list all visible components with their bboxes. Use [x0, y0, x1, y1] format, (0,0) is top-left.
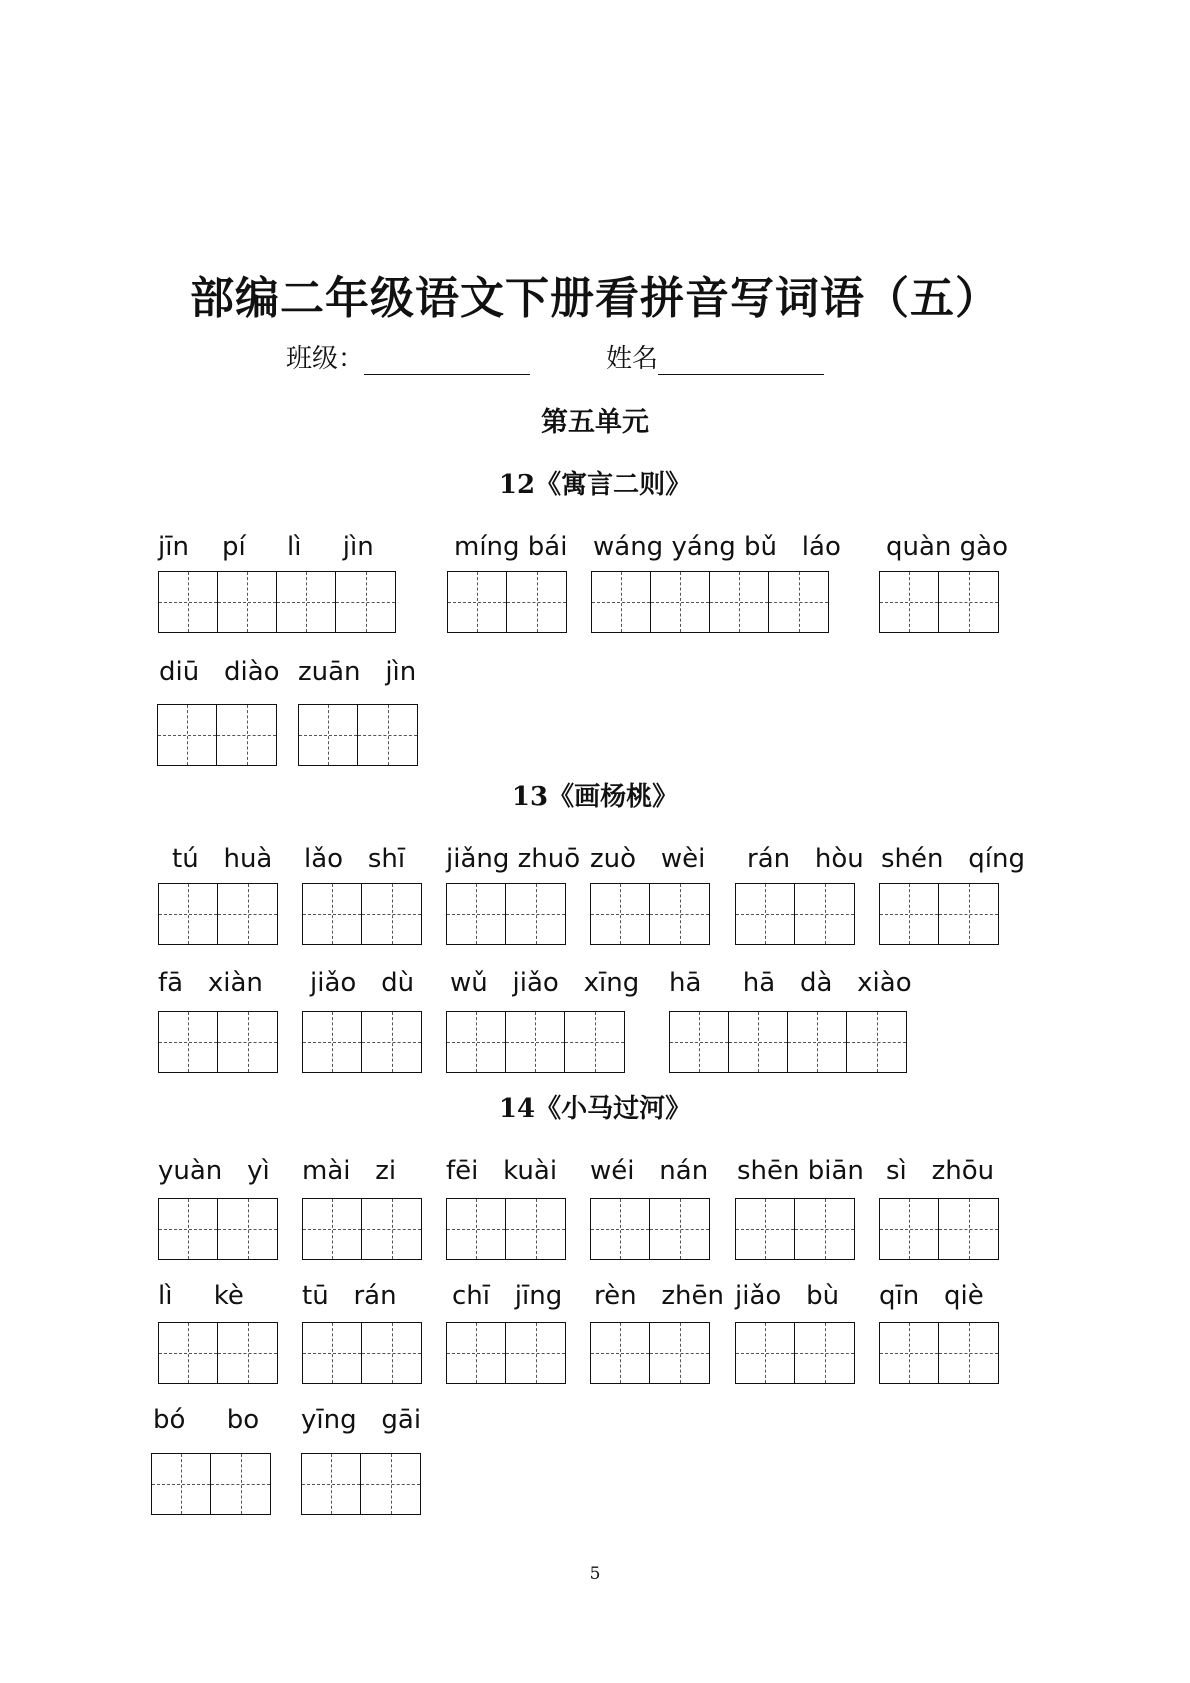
tianzige-cell[interactable] [729, 1012, 788, 1072]
tianzige-cell[interactable] [650, 1199, 709, 1259]
answer-grid [446, 1011, 625, 1073]
pinyin-prompt: yīng gāi [301, 1405, 422, 1435]
tianzige-cell[interactable] [299, 705, 358, 765]
tianzige-cell[interactable] [447, 884, 506, 944]
name-blank[interactable] [658, 348, 824, 375]
tianzige-cell[interactable] [447, 1323, 506, 1383]
tianzige-cell[interactable] [788, 1012, 847, 1072]
tianzige-cell[interactable] [847, 1012, 906, 1072]
lesson-heading: 13《画杨桃》 [511, 782, 679, 812]
answer-grid [735, 883, 855, 945]
tianzige-cell[interactable] [670, 1012, 729, 1072]
tianzige-cell[interactable] [795, 1323, 854, 1383]
pinyin-prompt: quàn gào [886, 532, 1009, 562]
tianzige-cell[interactable] [736, 1323, 795, 1383]
answer-grid [446, 1198, 566, 1260]
tianzige-cell[interactable] [152, 1454, 211, 1514]
tianzige-cell[interactable] [447, 1012, 506, 1072]
answer-grid [591, 571, 829, 633]
tianzige-cell[interactable] [795, 1199, 854, 1259]
tianzige-cell[interactable] [277, 572, 336, 632]
tianzige-cell[interactable] [336, 572, 395, 632]
page-number: 5 [589, 1564, 601, 1584]
answer-grid [735, 1198, 855, 1260]
pinyin-prompt: lǎo shī [304, 844, 406, 874]
pinyin-prompt: wáng yáng bǔ láo [593, 532, 841, 562]
answer-grid [669, 1011, 907, 1073]
tianzige-cell[interactable] [218, 572, 277, 632]
answer-grid [302, 1198, 422, 1260]
pinyin-prompt: wǔ jiǎo xīng [450, 968, 640, 998]
answer-grid [158, 1198, 278, 1260]
pinyin-prompt: rán hòu [747, 844, 864, 874]
tianzige-cell[interactable] [362, 1012, 421, 1072]
page-title: 部编二年级语文下册看拼音写词语（五） [190, 273, 1000, 324]
answer-grid [158, 883, 278, 945]
tianzige-cell[interactable] [303, 1323, 362, 1383]
answer-grid [151, 1453, 271, 1515]
class-blank[interactable] [364, 348, 530, 375]
pinyin-prompt: zuò wèi [590, 844, 706, 874]
tianzige-cell[interactable] [650, 1323, 709, 1383]
pinyin-prompt: tú huà [172, 844, 273, 874]
tianzige-cell[interactable] [218, 1199, 277, 1259]
tianzige-cell[interactable] [939, 884, 998, 944]
tianzige-cell[interactable] [218, 1012, 277, 1072]
pinyin-prompt: mài zi [302, 1156, 397, 1186]
tianzige-cell[interactable] [507, 572, 566, 632]
class-field [286, 338, 530, 375]
answer-grid [590, 1322, 710, 1384]
tianzige-cell[interactable] [158, 705, 217, 765]
pinyin-prompt: diū diào [159, 657, 280, 687]
tianzige-cell[interactable] [506, 1012, 565, 1072]
tianzige-cell[interactable] [591, 1199, 650, 1259]
pinyin-prompt: yuàn yì [158, 1156, 270, 1186]
answer-grid [302, 883, 422, 945]
tianzige-cell[interactable] [795, 884, 854, 944]
tianzige-cell[interactable] [939, 1199, 998, 1259]
tianzige-cell[interactable] [506, 884, 565, 944]
pinyin-prompt: zuān jìn [298, 657, 417, 687]
tianzige-cell[interactable] [303, 884, 362, 944]
pinyin-prompt: jiǎng zhuō [446, 844, 581, 874]
answer-grid [157, 704, 277, 766]
answer-grid [301, 1453, 421, 1515]
tianzige-cell[interactable] [159, 1012, 218, 1072]
pinyin-prompt: tū rán [302, 1281, 397, 1311]
answer-grid [590, 1198, 710, 1260]
tianzige-cell[interactable] [880, 884, 939, 944]
tianzige-cell[interactable] [159, 884, 218, 944]
pinyin-prompt: sì zhōu [886, 1156, 995, 1186]
tianzige-cell[interactable] [592, 572, 651, 632]
answer-grid [446, 883, 566, 945]
tianzige-cell[interactable] [880, 572, 939, 632]
answer-grid [879, 1198, 999, 1260]
pinyin-prompt: fēi kuài [446, 1156, 558, 1186]
answer-grid [158, 1011, 278, 1073]
tianzige-cell[interactable] [769, 572, 828, 632]
answer-grid [879, 571, 999, 633]
tianzige-cell[interactable] [710, 572, 769, 632]
answer-grid [879, 1322, 999, 1384]
tianzige-cell[interactable] [211, 1454, 270, 1514]
unit-heading: 第五单元 [541, 407, 649, 438]
tianzige-cell[interactable] [736, 1199, 795, 1259]
tianzige-cell[interactable] [361, 1454, 420, 1514]
tianzige-cell[interactable] [880, 1323, 939, 1383]
lesson-heading: 14《小马过河》 [498, 1094, 692, 1124]
tianzige-cell[interactable] [159, 1199, 218, 1259]
tianzige-cell[interactable] [303, 1199, 362, 1259]
tianzige-cell[interactable] [506, 1323, 565, 1383]
name-label: 姓名 [606, 344, 659, 374]
lesson-heading: 12《寓言二则》 [498, 470, 692, 500]
tianzige-cell[interactable] [362, 884, 421, 944]
tianzige-cell[interactable] [362, 1323, 421, 1383]
pinyin-prompt: jiǎo dù [310, 968, 415, 998]
answer-grid [158, 1322, 278, 1384]
pinyin-prompt: jiǎo bù [735, 1281, 840, 1311]
pinyin-prompt: jīn pí lì jìn [158, 532, 374, 562]
pinyin-prompt: bó bo [153, 1405, 260, 1435]
pinyin-prompt: qīn qiè [879, 1281, 984, 1311]
pinyin-prompt: shēn biān [737, 1156, 864, 1186]
answer-grid [735, 1322, 855, 1384]
tianzige-cell[interactable] [303, 1012, 362, 1072]
answer-grid [298, 704, 418, 766]
answer-grid [302, 1011, 422, 1073]
tianzige-cell[interactable] [218, 1323, 277, 1383]
answer-grid [446, 1322, 566, 1384]
pinyin-prompt: chī jīng [452, 1281, 563, 1311]
pinyin-prompt: fā xiàn [158, 968, 263, 998]
tianzige-cell[interactable] [591, 884, 650, 944]
answer-grid [302, 1322, 422, 1384]
answer-grid [447, 571, 567, 633]
pinyin-prompt: lì kè [158, 1281, 244, 1311]
class-label: 班级： [286, 344, 365, 374]
tianzige-cell[interactable] [302, 1454, 361, 1514]
tianzige-cell[interactable] [650, 884, 709, 944]
tianzige-cell[interactable] [358, 705, 417, 765]
name-field [606, 338, 824, 375]
tianzige-cell[interactable] [159, 572, 218, 632]
tianzige-cell[interactable] [939, 1323, 998, 1383]
tianzige-cell[interactable] [362, 1199, 421, 1259]
tianzige-cell[interactable] [448, 572, 507, 632]
tianzige-cell[interactable] [651, 572, 710, 632]
answer-grid [158, 571, 396, 633]
tianzige-cell[interactable] [939, 572, 998, 632]
tianzige-cell[interactable] [591, 1323, 650, 1383]
tianzige-cell[interactable] [217, 705, 276, 765]
pinyin-prompt: míng bái [454, 532, 568, 562]
tianzige-cell[interactable] [565, 1012, 624, 1072]
tianzige-cell[interactable] [447, 1199, 506, 1259]
pinyin-prompt: wéi nán [590, 1156, 709, 1186]
tianzige-cell[interactable] [880, 1199, 939, 1259]
tianzige-cell[interactable] [736, 884, 795, 944]
tianzige-cell[interactable] [159, 1323, 218, 1383]
pinyin-prompt: shén qíng [881, 844, 1026, 874]
pinyin-prompt: rèn zhēn [594, 1281, 724, 1311]
answer-grid [590, 883, 710, 945]
pinyin-prompt: hā hā dà xiào [669, 968, 912, 998]
answer-grid [879, 883, 999, 945]
tianzige-cell[interactable] [218, 884, 277, 944]
tianzige-cell[interactable] [506, 1199, 565, 1259]
